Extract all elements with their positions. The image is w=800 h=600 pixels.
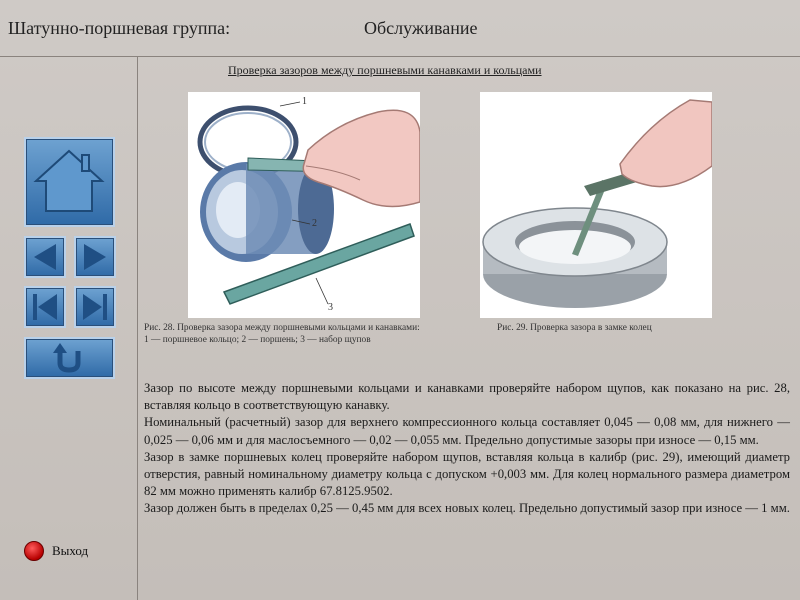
content-title: Проверка зазоров между поршневыми канавками и кольцами [228, 63, 542, 77]
figure-28-caption: Рис. 28. Проверка зазора между поршневыми кольцами и канавками: 1 — поршневое кольцо; 2 — поршень; 3 — набор щупов [144, 323, 420, 345]
arrow-left-icon [26, 238, 64, 276]
figure-29-image [480, 92, 712, 318]
section-title: Шатунно-поршневая группа: [8, 18, 231, 38]
paragraph-2: Номинальный (расчетный) зазор для верхнего компрессионного кольца составляет 0,045 — 0,08 мм, для нижнего — 0,025 — 0,06 мм и для маслосъемного — 0,02 — 0,055 мм. Предельно допустимые зазоры при износе — 0,15 мм. [144, 415, 790, 447]
skip-last-icon [76, 288, 114, 326]
home-button[interactable] [24, 137, 115, 227]
arrow-right-icon [76, 238, 114, 276]
paragraph-1: Зазор по высоте между поршневыми кольцами и канавками проверяйте набором щупов, как показано на рис. 28, вставляя кольцо в соответствующую канавку. [144, 381, 790, 413]
return-icon [26, 339, 113, 377]
paragraph-4: Зазор должен быть в пределах 0,25 — 0,45 мм для всех новых колец. Предельно допустимый зазор при износе — 1 мм. [144, 501, 790, 516]
body-text [144, 380, 790, 518]
skip-first-icon [26, 288, 64, 326]
first-button[interactable] [24, 286, 66, 328]
exit-label: Выход [52, 543, 89, 558]
paragraph-3: Зазор в замке поршневых колец проверяйте набором щупов, вставляя кольца в калибр (рис. 29), имеющий диаметр отверстия, равный номинальному диаметру кольца с допуском +0,003 мм. Для колец нормального размера диаметром 82 мм можно применять калибр 67.8125.9502. [144, 449, 790, 499]
figure-28-image [188, 92, 420, 318]
previous-button[interactable] [24, 236, 66, 278]
last-button[interactable] [74, 286, 116, 328]
exit-icon [24, 541, 44, 561]
figure-29-caption: Рис. 29. Проверка зазора в замке колец [497, 323, 652, 333]
topic-title: Обслуживание [364, 18, 478, 38]
sidebar-divider [137, 56, 138, 600]
return-button[interactable] [24, 337, 115, 379]
callout-2: 2 [312, 218, 317, 229]
callout-1: 1 [302, 96, 307, 107]
home-icon [26, 139, 113, 225]
next-button[interactable] [74, 236, 116, 278]
callout-3: 3 [328, 302, 333, 313]
header-bar [0, 0, 800, 57]
